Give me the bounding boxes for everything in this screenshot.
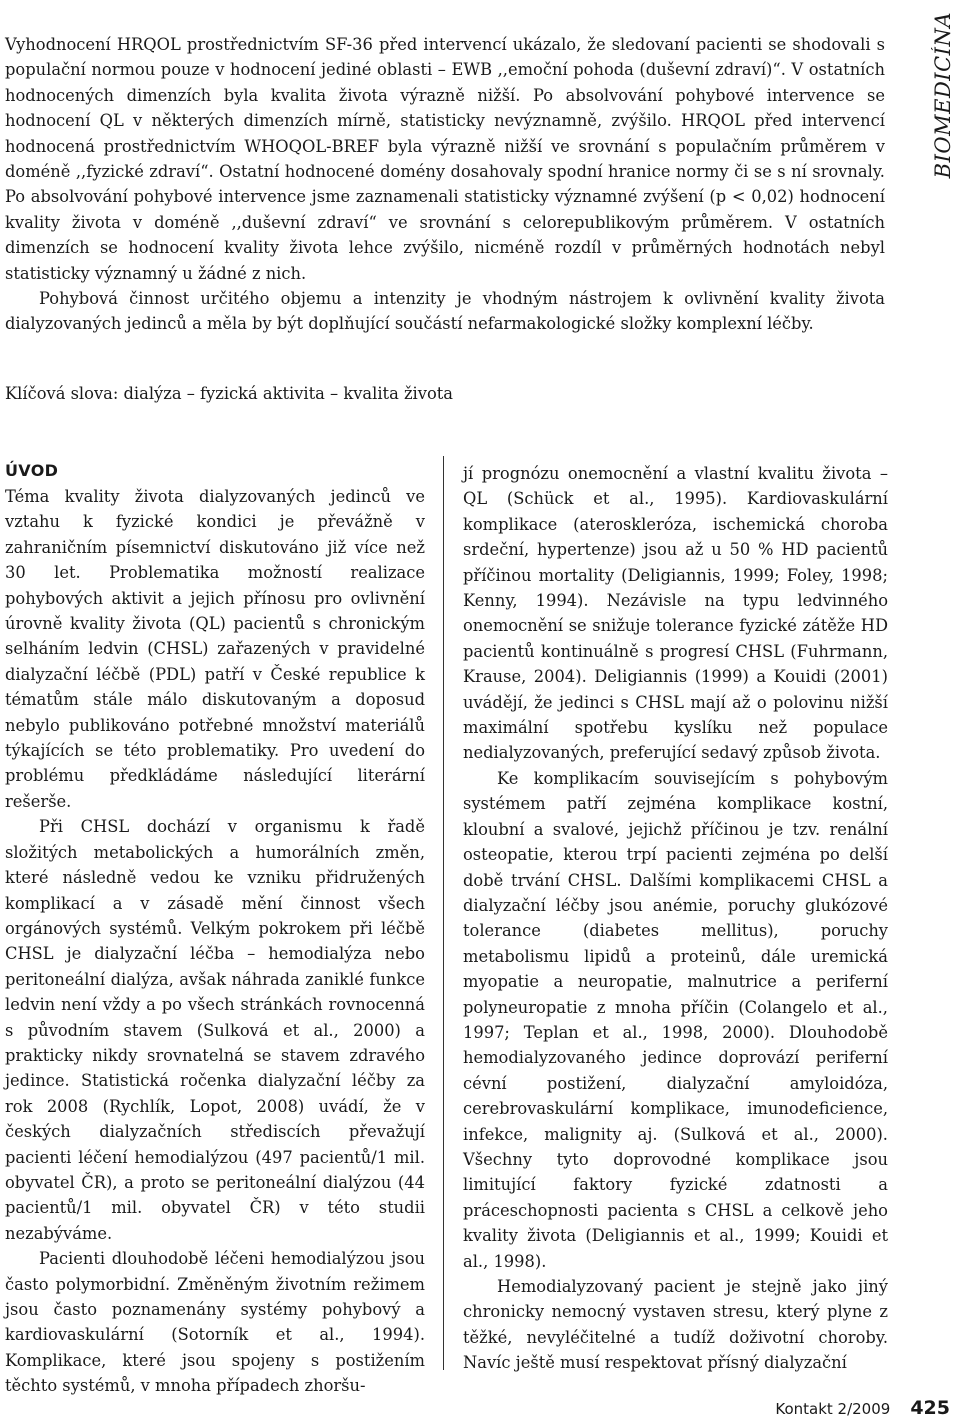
- section-heading: ÚVOD: [5, 461, 59, 480]
- journal-name: Kontakt 2/2009: [775, 1400, 891, 1418]
- abstract-paragraph: Pohybová činnost určitého objemu a intenzity je vhodným nástrojem k ovlivnění kvality života dialyzovaných jedinců a měla by být doplňující součástí nefarmakologické složky komplexní léčby.: [5, 289, 885, 334]
- right-column: [463, 461, 888, 1376]
- body-paragraph: Ke komplikacím souvisejícím s pohybovým systémem patří zejména komplikace kostní, kloubní a svalové, jejichž příčinou je tzv. renální osteopatie, kterou trpí pacienti zejména po delší době trvání CHSL. Dalšími komplikacemi CHSL a dialyzační léčby jsou anémie, poruchy glukózové tolerance (diabetes mellitus), poruchy metabolismu lipidů a proteinů, dále uremická myopatie a neuropatie, malnutrice a periferní polyneuropatie z mnoha příčin (Colangelo et al., 1997; Teplan et al., 1998, 2000). Dlouhodobě hemodialyzovaného jedince doprovází periferní cévní postižení, dialyzační amyloidóza, cerebrovaskulární komplikace, imunodeficience, infekce, malignity aj. (Sulková et al., 2000). Všechny tyto doprovodné komplikace jsou limitující faktory fyzické zdatnosti a práceschopnosti pacienta s CHSL a celkově jeho kvality života (Deligiannis et al., 1999; Kouidi et al., 1998).: [463, 768, 888, 1271]
- keywords: Klíčová slova: dialýza – fyzická aktivita – kvalita života: [5, 384, 454, 403]
- column-divider: [443, 456, 444, 1370]
- section-label: BIOMEDICÍNA: [931, 12, 955, 179]
- page-footer: [775, 1397, 950, 1419]
- abstract-paragraph: Vyhodnocení HRQOL prostřednictvím SF-36 před intervencí ukázalo, že sledovaní pacienti se shodovali s populační normou pouze v hodnocení jediné oblasti – EWB ,,emoční pohoda (duševní zdraví)“. V ostatních hodnocených dimenzích byla kvalita života výrazně nižší. Po absolvování pohybové intervence se hodnocení QL v některých dimenzích mírně, statisticky nevýznamně, zvýšilo. HRQOL před intervencí hodnocená prostřednictvím WHOQOL-BREF byla výrazně nižší ve srovnání s populačním průměrem v doméně ,,fyzické zdraví“. Ostatní hodnocené domény dosahovaly spodní hranice normy či se s ní srovnaly. Po absolvování pohybové intervence jsme zaznamenali statisticky významné zvýšení (p < 0,02) hodnocení kvality života v doméně ,,duševní zdraví“ ve srovnání s celorepublikovým průměrem. V ostatních dimenzích se hodnocení kvality života lehce zvýšilo, nicméně rozdíl v průměrných hodnotách nebyl statisticky významný u žádné z nich.: [5, 35, 885, 283]
- page-number: 425: [910, 1397, 950, 1419]
- body-paragraph: Pacienti dlouhodobě léčeni hemodialýzou jsou často polymorbidní. Změněným životním režimem jsou často poznamenány systémy pohybový a kardiovaskulární (Sotorník et al., 1994). Komplikace, které jsou spojeny s postižením těchto systémů, v mnoha případech zhoršu-: [5, 1249, 425, 1396]
- body-paragraph: Hemodialyzovaný pacient je stejně jako jiný chronicky nemocný vystaven stresu, který plyne z těžké, nevyléčitelné a tudíž doživotní choroby. Navíc ještě musí respektovat přísný dialyzační: [463, 1277, 888, 1373]
- abstract: [5, 32, 885, 337]
- body-paragraph: Téma kvality života dialyzovaných jedinců ve vztahu k fyzické kondici je převážně v zahraničním písemnictví diskutováno již více než 30 let. Problematika možností realizace pohybových aktivit a jejich přínosu pro ovlivnění úrovně kvality života (QL) pacientů s chronickým selháním ledvin (CHSL) zařazených v pravidelné dialyzační léčbě (PDL) patří v České republice k tématům stále málo diskutovaným a doposud nebylo publikováno potřebné množství materiálů týkajících se této problematiky. Pro uvedení do problému předkládáme následující literární rešerše.: [5, 487, 425, 811]
- left-column: [5, 458, 425, 1399]
- body-paragraph: jí prognózu onemocnění a vlastní kvalitu života – QL (Schück et al., 1995). Kardiovaskulární komplikace (ateroskleróza, ischemická choroba srdeční, hypertenze) jsou až u 50 % HD pacientů příčinou mortality (Deligiannis, 1999; Foley, 1998; Kenny, 1994). Nezávisle na typu ledvinného onemocnění se snižuje tolerance fyzické zátěže HD pacientů kontinuálně s progresí CHSL (Fuhrmann, Krause, 2004). Deligiannis (1999) a Kouidi (2001) uvádějí, že jedinci s CHSL mají až o polovinu nižší maximální spotřebu kyslíku než populace nedialyzovaných, preferující sedavý způsob života.: [463, 464, 888, 763]
- body-paragraph: Při CHSL dochází v organismu k řadě složitých metabolických a humorálních změn, které následně vedou ke vzniku přidružených komplikací a v zásadě mění činnost všech orgánových systémů. Velkým pokrokem při léčbě CHSL je dialyzační léčba – hemodialýza nebo peritoneální dialýza, avšak náhrada zaniklé funkce ledvin není vždy a po všech stránkách rovnocenná s původním stavem (Sulková et al., 2000) a prakticky nikdy srovnatelná se stavem zdravého jedince. Statistická ročenka dialyzační léčby za rok 2008 (Rychlík, Lopot, 2008) uvádí, že v českých dialyzačních střediscích převažují pacienti léčení hemodialýzou (497 pacientů/1 mil. obyvatel ČR), a proto se peritoneální dialýzou (44 pacientů/1 mil. obyvatel ČR) v této studii nezabýváme.: [5, 817, 425, 1243]
